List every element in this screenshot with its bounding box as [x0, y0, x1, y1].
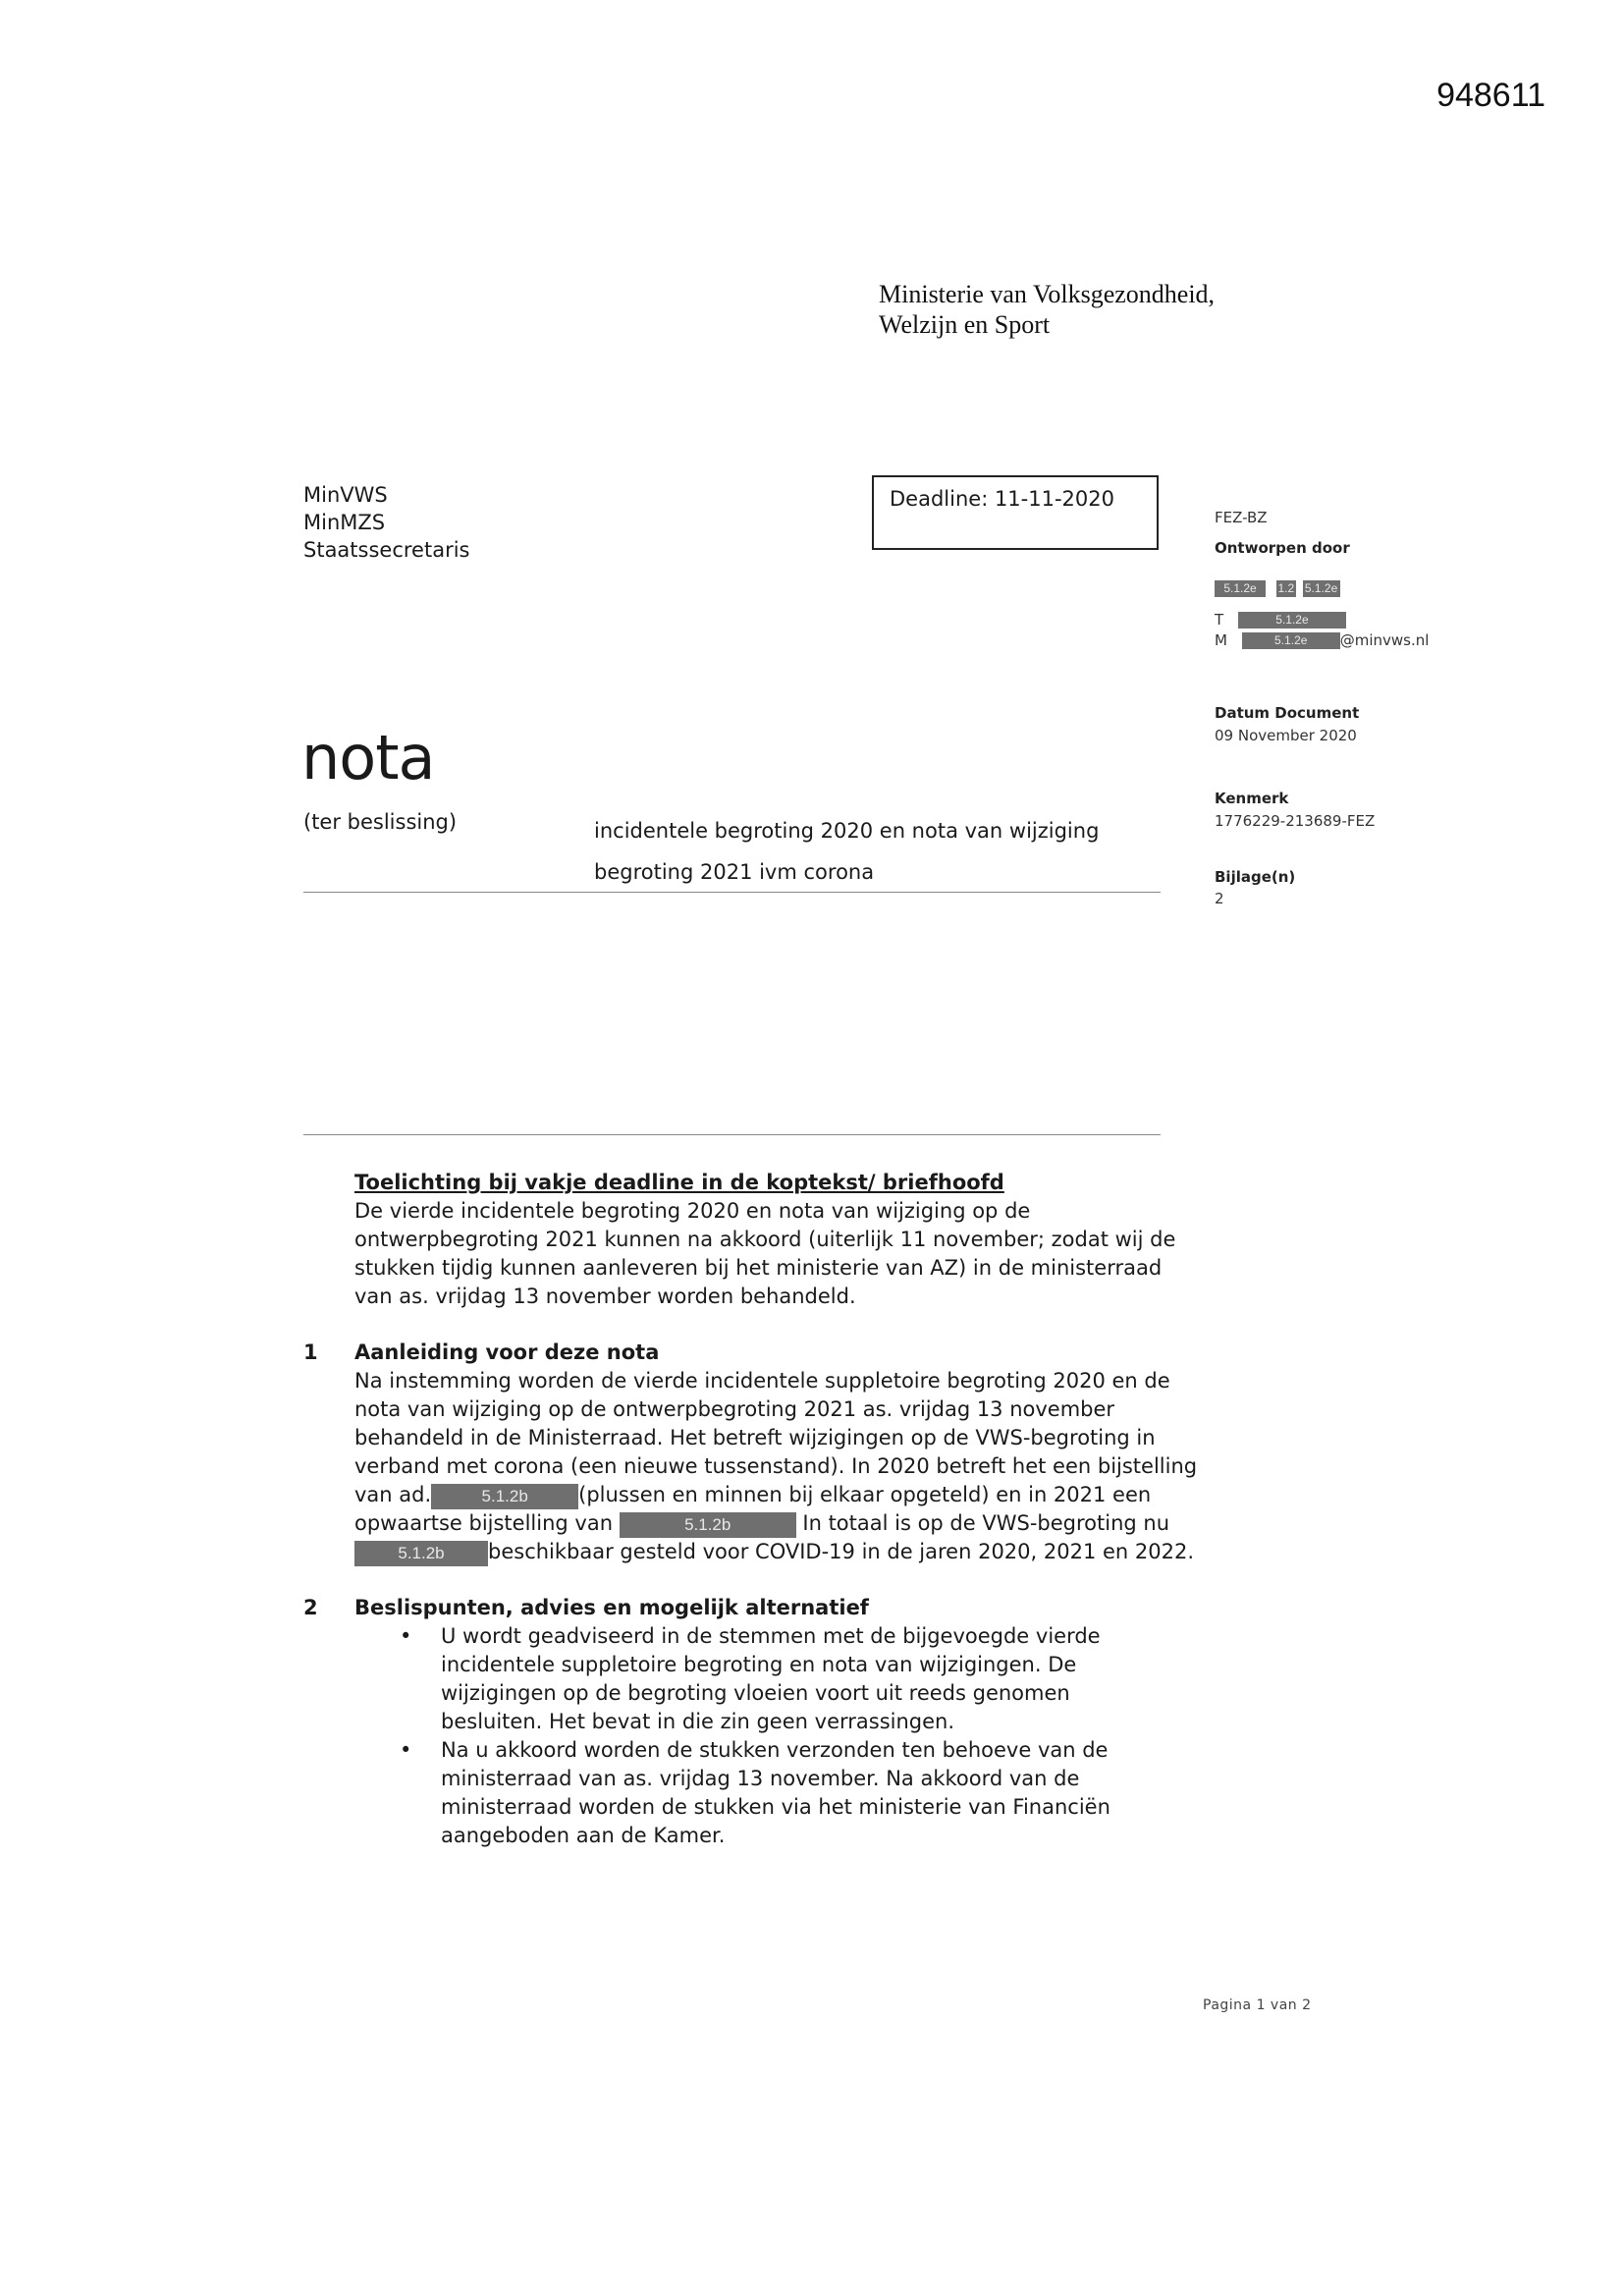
document-body — [303, 1169, 1217, 1850]
toelichting-section — [303, 1169, 1217, 1311]
page-number: Pagina 1 van 2 — [1203, 1997, 1312, 2013]
section-number: 2 — [303, 1596, 318, 1619]
redaction-block: 1.2 — [1277, 581, 1295, 595]
subject-line-1: incidentele begroting 2020 en nota van wijziging — [594, 819, 1100, 843]
drafter-name-redactions — [1215, 579, 1340, 597]
ministry-line-1: Ministerie van Volksgezondheid, — [879, 280, 1216, 308]
phone-label: T — [1215, 611, 1224, 629]
section-2 — [303, 1594, 1217, 1622]
redaction-block: 5.1.2b — [431, 1484, 578, 1509]
section-heading: Aanleiding voor deze nota — [354, 1340, 660, 1364]
phone-row — [1215, 611, 1346, 629]
text-fragment: In totaal is op de VWS-begroting nu — [802, 1511, 1170, 1535]
drafted-by-label: Ontworpen door — [1215, 539, 1350, 557]
redaction-block: 5.1.2b — [354, 1541, 488, 1566]
attachments-value: 2 — [1215, 890, 1224, 907]
list-item: • Na u akkoord worden de stukken verzonden ten behoeve van de ministerraad van as. vrijdag 13 november. Na akkoord van de ministerraad worden de stukken via het ministerie van Financiën aangeboden aan de Kamer. — [441, 1736, 1148, 1850]
addressee-list — [303, 481, 470, 564]
email-suffix: @minvws.nl — [1339, 631, 1430, 649]
deadline-box — [872, 475, 1159, 550]
header-divider — [303, 892, 1161, 893]
reference-value: 1776229-213689-FEZ — [1215, 812, 1376, 830]
addressee: MinMZS — [303, 511, 386, 534]
text-fragment: Na instemming worden de vierde incidentele suppletoire begroting 2020 en de nota van wijziging op de ontwerpbegroting 2021 as. vrijdag 13 november behandeld in de Ministerraad. Het betreft wijzigingen op de VWS-begroting in verband met corona (een nieuwe tussenstand). In 2020 betreft het een bijstelling van ad. — [354, 1369, 1198, 1506]
mobile-label: M — [1215, 631, 1227, 649]
addressee: MinVWS — [303, 483, 388, 507]
advice-list — [354, 1622, 1148, 1850]
section-number: 1 — [303, 1340, 318, 1364]
nota-subject — [594, 810, 1164, 893]
ministry-name — [879, 279, 1215, 340]
redaction-block: 5.1.2e — [1303, 580, 1340, 597]
subject-line-2: begroting 2021 ivm corona — [594, 860, 875, 884]
toelichting-text: De vierde incidentele begroting 2020 en nota van wijziging op de ontwerpbegroting 2021 kunnen na akkoord (uiterlijk 11 november; zodat wij de stukken tijdig kunnen aanleveren bij het ministerie van AZ) in de ministerraad van as. vrijdag 13 november worden behandeld. — [354, 1199, 1176, 1308]
redaction-block: 5.1.2e — [1242, 632, 1340, 649]
section-1 — [303, 1339, 1217, 1566]
deadline-text: Deadline: 11-11-2020 — [890, 487, 1114, 511]
section-1-text — [354, 1367, 1207, 1566]
section-heading: Beslispunten, advies en mogelijk alternatief — [354, 1596, 869, 1619]
document-number: 948611 — [1436, 77, 1545, 114]
toelichting-heading: Toelichting bij vakje deadline in de koptekst/ briefhoofd — [354, 1171, 1004, 1194]
list-item: • U wordt geadviseerd in de stemmen met de bijgevoegde vierde incidentele suppletoire begroting en nota van wijzigingen. De wijzigingen op de begroting vloeien voort uit reeds genomen besluiten. Het bevat in die zin geen verrassingen. — [441, 1622, 1148, 1736]
body-divider — [303, 1134, 1161, 1135]
date-value: 09 November 2020 — [1215, 727, 1357, 744]
nota-type: (ter beslissing) — [303, 810, 458, 834]
date-label: Datum Document — [1215, 704, 1360, 722]
reference-label: Kenmerk — [1215, 790, 1289, 807]
text-fragment: beschikbaar gesteld voor COVID-19 in de jaren 2020, 2021 en 2022. — [488, 1540, 1195, 1563]
redaction-block: 5.1.2e — [1215, 580, 1266, 597]
attachments-label: Bijlage(n) — [1215, 868, 1296, 886]
ministry-line-2: Welzijn en Sport — [879, 310, 1051, 339]
redaction-block: 5.1.2b — [620, 1512, 796, 1538]
mobile-row — [1215, 631, 1429, 649]
department: FEZ-BZ — [1215, 509, 1268, 526]
redaction-block: 5.1.2e — [1238, 612, 1346, 629]
nota-title: nota — [301, 722, 435, 793]
addressee: Staatssecretaris — [303, 538, 470, 562]
text-fragment: (plussen en minnen bij elkaar opgeteld) en in 2021 een opwaartse bijstelling van — [354, 1483, 1152, 1535]
